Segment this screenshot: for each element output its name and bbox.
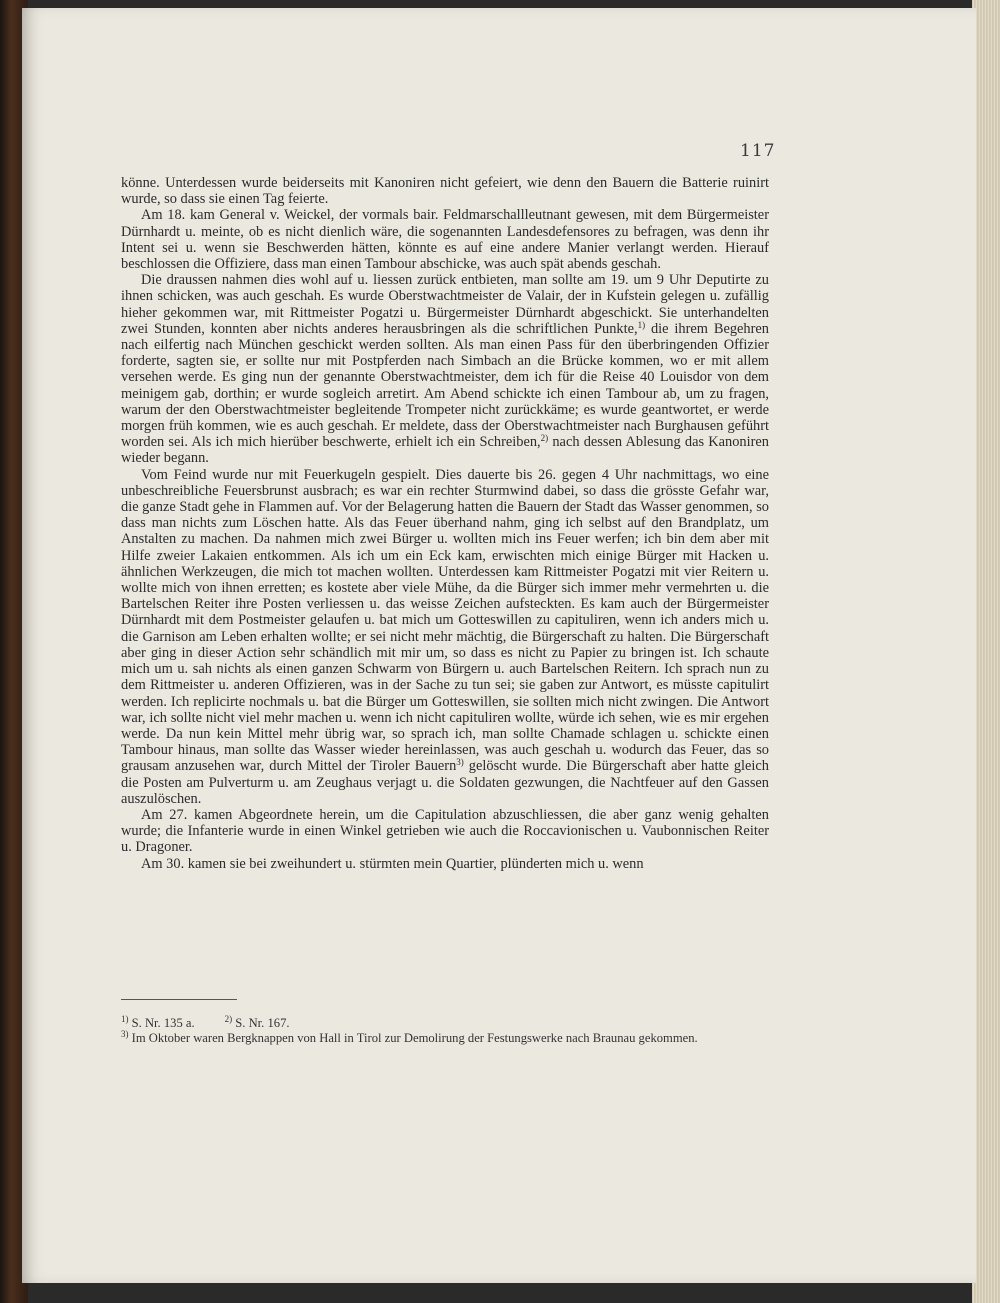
paragraph-text: gelöscht wurde. Die Bürgerschaft aber hatte gleich die Posten am Pulverturm u. am Zeughaus verjagt u. die Soldaten gezwungen, die Nachtfeuer auf den Gassen auszulöschen. (121, 758, 769, 807)
footnote-line-3 (121, 1031, 767, 1046)
page-edges (972, 0, 1000, 1303)
paragraph-text: Vom Feind wurde nur mit Feuerkugeln gespielt. Dies dauerte bis 26. gegen 4 Uhr nachmittags, wo eine unbeschreibliche Feuersbrunst ausbrach; es war ein rechter Sturmwind dabei, so dass die grösste Gefahr war, die ganze Stadt gehe in Flammen auf. Vor der Belagerung hatten die Bauern der Stadt das Wasser genommen, so dass man nichts zum Löschen hatte. Als das Feuer überhand nahm, ging ich selbst auf den Brandplatz, um Anstalten zu machen. Da nahmen mich zwei Bürger u. wollten mich ins Feuer werfen; ich bin dem aber mit Hilfe zweier Lakaien entkommen. Als ich um ein Eck kam, erwischten mich einige Bürger mit Hacken u. ähnlichen Werkzeugen, die mich tot machen wollten. Unterdessen kam Rittmeister Pogatzi mit vier Reitern u. wollte mich von ihnen erretten; es kostete aber viele Mühe, da die Bürger sich immer mehr vermehrten u. die Bartelschen Reiter ihre Posten verliessen u. das weisse Zeichen aufsteckten. Es kam auch der Bürgermeister Dürnhardt mit dem Postmeister gelaufen u. bat mich um Gotteswillen zu capituliren, wenn ich anders mich u. die Garnison am Leben erhalten wollte; er sei nicht mehr mächtig, die Bürgerschaft zu halten. Die Bürgerschaft aber ging in dieser Action sehr schändlich mit mir um, so dass es nicht zu Papier zu bringen ist. Ich schaute mich um u. sah nichts als einen ganzen Schwarm von Bürgern u. auch Bartelschen Reitern. Ich sprach nun zu dem Rittmeister u. anderen Offizieren, was in der Sache zu tun sei; sie gaben zur Antwort, es müsste capitulirt werden. Ich replicirte nochmals u. bat die Bürger um Gotteswillen, sie sollten mich nicht zwingen. Die Antwort war, ich sollte nicht viel mehr machen u. wenn ich nicht capituliren wollte, würde ich sehen, wie es mir ergehen werde. Da nun kein Mittel mehr übrig war, so sprach ich, man sollte Chamade schlagen u. schickte einen Tambour hinaus, man sollte das Wasser wieder hereinlassen, was auch geschah u. wodurch das Feuer, das so grausam anzusehen war, durch Mittel der Tiroler Bauern (121, 466, 769, 775)
footnote-2-mark: 2) (224, 1014, 233, 1024)
paragraph-text: Die draussen nahmen dies wohl auf u. liessen zurück entbieten, man sollte am 19. um 9 Uhr Deputirte zu ihnen schicken, was auch geschah. Es wurde Oberstwachtmeister de Valair, der in Kufstein gelegen u. zufällig hieher gekommen war, mit Rittmeister Pogatzi u. Bürgermeister Dürnhardt abgeschickt. Sie unterhandelten zwei Stunden, konnten aber nichts anderes herausbringen als die schriftlichen Punkte, (121, 272, 769, 337)
paragraph-text: Am 27. kamen Abgeordnete herein, um die Capitulation abzuschliessen, die aber ganz wenig gehalten wurde; die Infanterie wurde in einen Winkel getrieben wie auch die Roccavionischen u. Vaubonnischen Reiter u. Dragoner. (121, 806, 769, 856)
footnote-separator (121, 999, 237, 1000)
footnote-line-1 (121, 1016, 767, 1031)
footnote-3-mark: 3) (121, 1029, 129, 1039)
page-number: 117 (740, 141, 776, 161)
footnote-1-mark: 1) (121, 1014, 129, 1024)
footnote-reference: 3) (456, 757, 464, 768)
paragraph (121, 272, 769, 466)
paragraph (121, 175, 769, 207)
paragraph (121, 807, 769, 856)
paragraph-text: die ihrem Begehren nach eilfertig nach München geschickt werden sollten. Als man einen Pass für den überbringenden Offizier forderte, sagten sie, er sollte nur mit Postpferden nach Simbach an die Brücke kommen, wo er mit allem versehen werde. Es ging nun der genannte Oberstwachtmeister, dem ich für die Reise 40 Louisdor von dem meinigem gab, dorthin; er wurde sogleich arretirt. Am Abend schickte ich einen Tambour ab, um zu fragen, warum der den Oberstwachtmeister begleitende Trompeter nicht zurückkäme; es wurde geantwortet, er werde morgen früh kommen, wie es auch geschah. Er meldete, dass der Oberstwachtmeister nach Burghausen geführt worden sei. Als ich mich hierüber beschwerte, erhielt ich ein Schreiben, (121, 320, 769, 451)
footnote-1-text: S. Nr. 135 a. (131, 1016, 195, 1030)
footnote-reference: 1) (637, 319, 646, 330)
footnote-2-text: S. Nr. 167. (235, 1016, 290, 1030)
footnote-reference: 2) (540, 433, 549, 444)
paragraph (121, 207, 769, 272)
paragraph-text: nach dessen Ablesung das Kanoniren wieder begann. (121, 434, 769, 467)
paragraph-text: Am 18. kam General v. Weickel, der vormals bair. Feldmarschallleutnant gewesen, mit dem Bürgermeister Dürnhardt u. meinte, ob es nicht dienlich wäre, die sogenannten Landesdefensores zu befragen, was denn ihr Intent sei u. wenn sie Beschwerden hätten, könnte es auf eine andere Manier verlangt werden. Hierauf beschlossen die Offiziere, dass man einen Tambour abschicke, was auch spät abends geschah. (121, 207, 769, 273)
paragraph (121, 856, 769, 872)
footnote-3-text: Im Oktober waren Bergknappen von Hall in Tirol zur Demolirung der Festungswerke nach Braunau gekommen. (131, 1031, 698, 1045)
paragraph-text: könne. Unterdessen wurde beiderseits mit Kanoniren nicht gefeiert, wie denn den Bauern die Batterie ruinirt wurde, so dass sie einen Tag feierte. (121, 175, 769, 208)
paragraph (121, 467, 769, 807)
paragraph-text: Am 30. kamen sie bei zweihundert u. stürmten mein Quartier, plünderten mich u. wenn (141, 855, 644, 872)
footnotes (121, 1016, 767, 1046)
body-text (121, 175, 769, 872)
